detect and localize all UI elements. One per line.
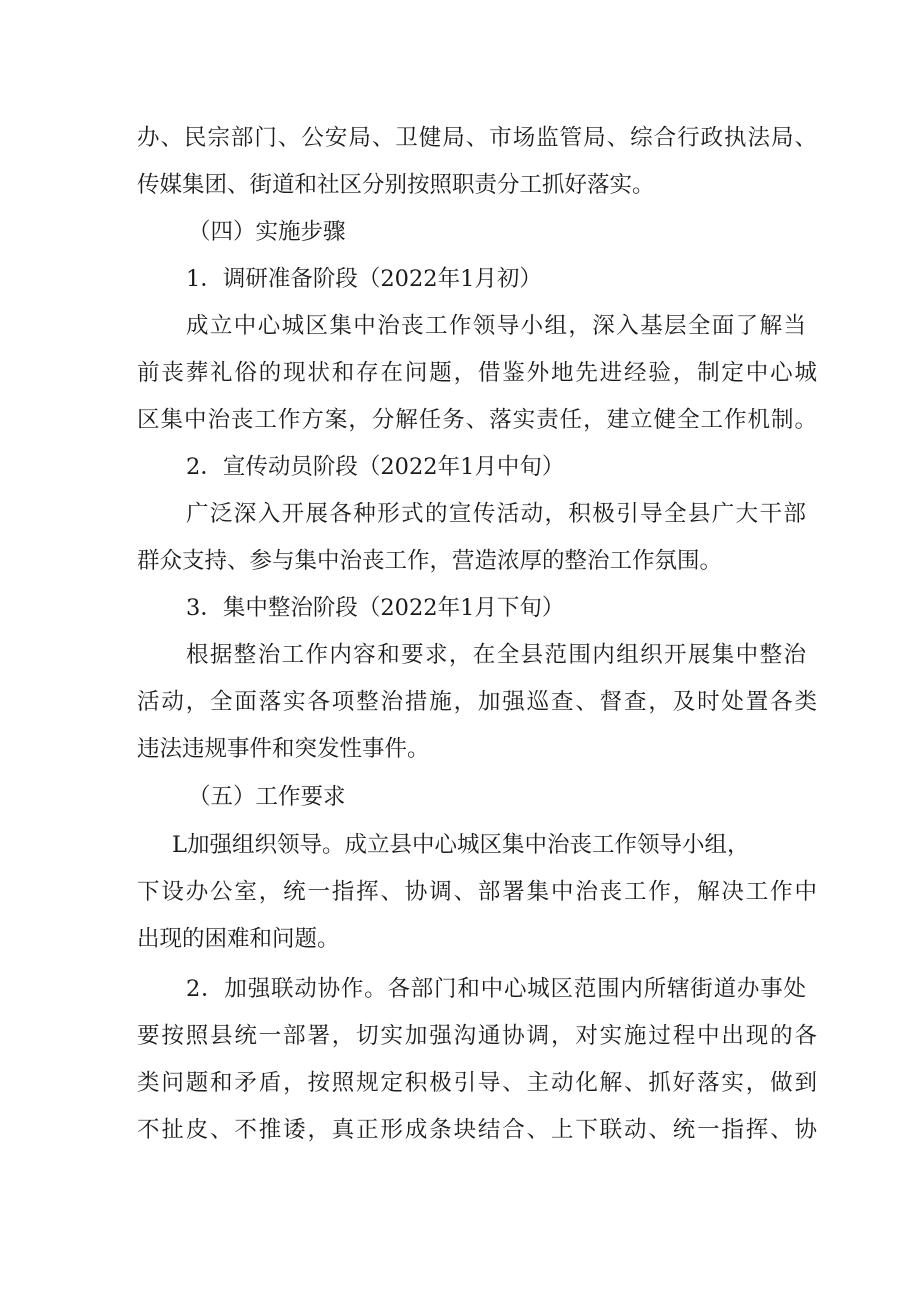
body-text-line: 2．加强联动协作。各部门和中心城区范围内所辖街道办事处 [186, 976, 806, 1002]
section-heading-steps: （四）实施步骤 [188, 219, 346, 245]
body-text-line: 活动，全面落实各项整治措施，加强巡查、督查，及时处置各类 [137, 689, 817, 715]
body-text-line: 传媒集团、街道和社区分别按照职责分工抓好落实。 [137, 172, 655, 198]
body-text-line: 根据整治工作内容和要求，在全县范围内组织开展集中整治 [186, 642, 806, 668]
body-text-line: 成立中心城区集中治丧工作领导小组，深入基层全面了解当 [186, 313, 806, 339]
body-text-line: 前丧葬礼俗的现状和存在问题，借鉴外地先进经验，制定中心城 [137, 360, 817, 386]
body-text-line: 群众支持、参与集中治丧工作，营造浓厚的整治工作氛围。 [137, 548, 723, 574]
body-text-line: 要按照县统一部署，切实加强沟通协调，对实施过程中出现的各 [137, 1023, 817, 1049]
body-text-line: 出现的困难和问题。 [137, 926, 340, 952]
body-text-line: 办、民宗部门、公安局、卫健局、市场监管局、综合行政执法局、 [137, 125, 817, 151]
step-heading-1: 1．调研准备阶段（2022年1月初） [186, 266, 542, 292]
body-text-line: L加强组织领导。成立县中心城区集中治丧工作领导小组， [172, 832, 750, 858]
body-text-line: 违法违规事件和突发性事件。 [137, 736, 430, 762]
step-heading-3: 3．集中整治阶段（2022年1月下旬） [186, 595, 565, 621]
body-text-line: 广泛深入开展各种形式的宣传活动，积极引导全县广大干部 [186, 501, 806, 527]
body-text-line: 下设办公室，统一指挥、协调、部署集中治丧工作，解决工作中 [137, 879, 817, 905]
body-text-line: 类问题和矛盾，按照规定积极引导、主动化解、抓好落实，做到 [137, 1070, 817, 1096]
step-heading-2: 2．宣传动员阶段（2022年1月中旬） [186, 454, 565, 480]
section-heading-requirements: （五）工作要求 [188, 784, 346, 810]
body-text-line: 区集中治丧工作方案，分解任务、落实责任，建立健全工作机制。 [137, 407, 817, 433]
body-text-line: 不扯皮、不推诿，真正形成条块结合、上下联动、统一指挥、协 [137, 1117, 817, 1143]
